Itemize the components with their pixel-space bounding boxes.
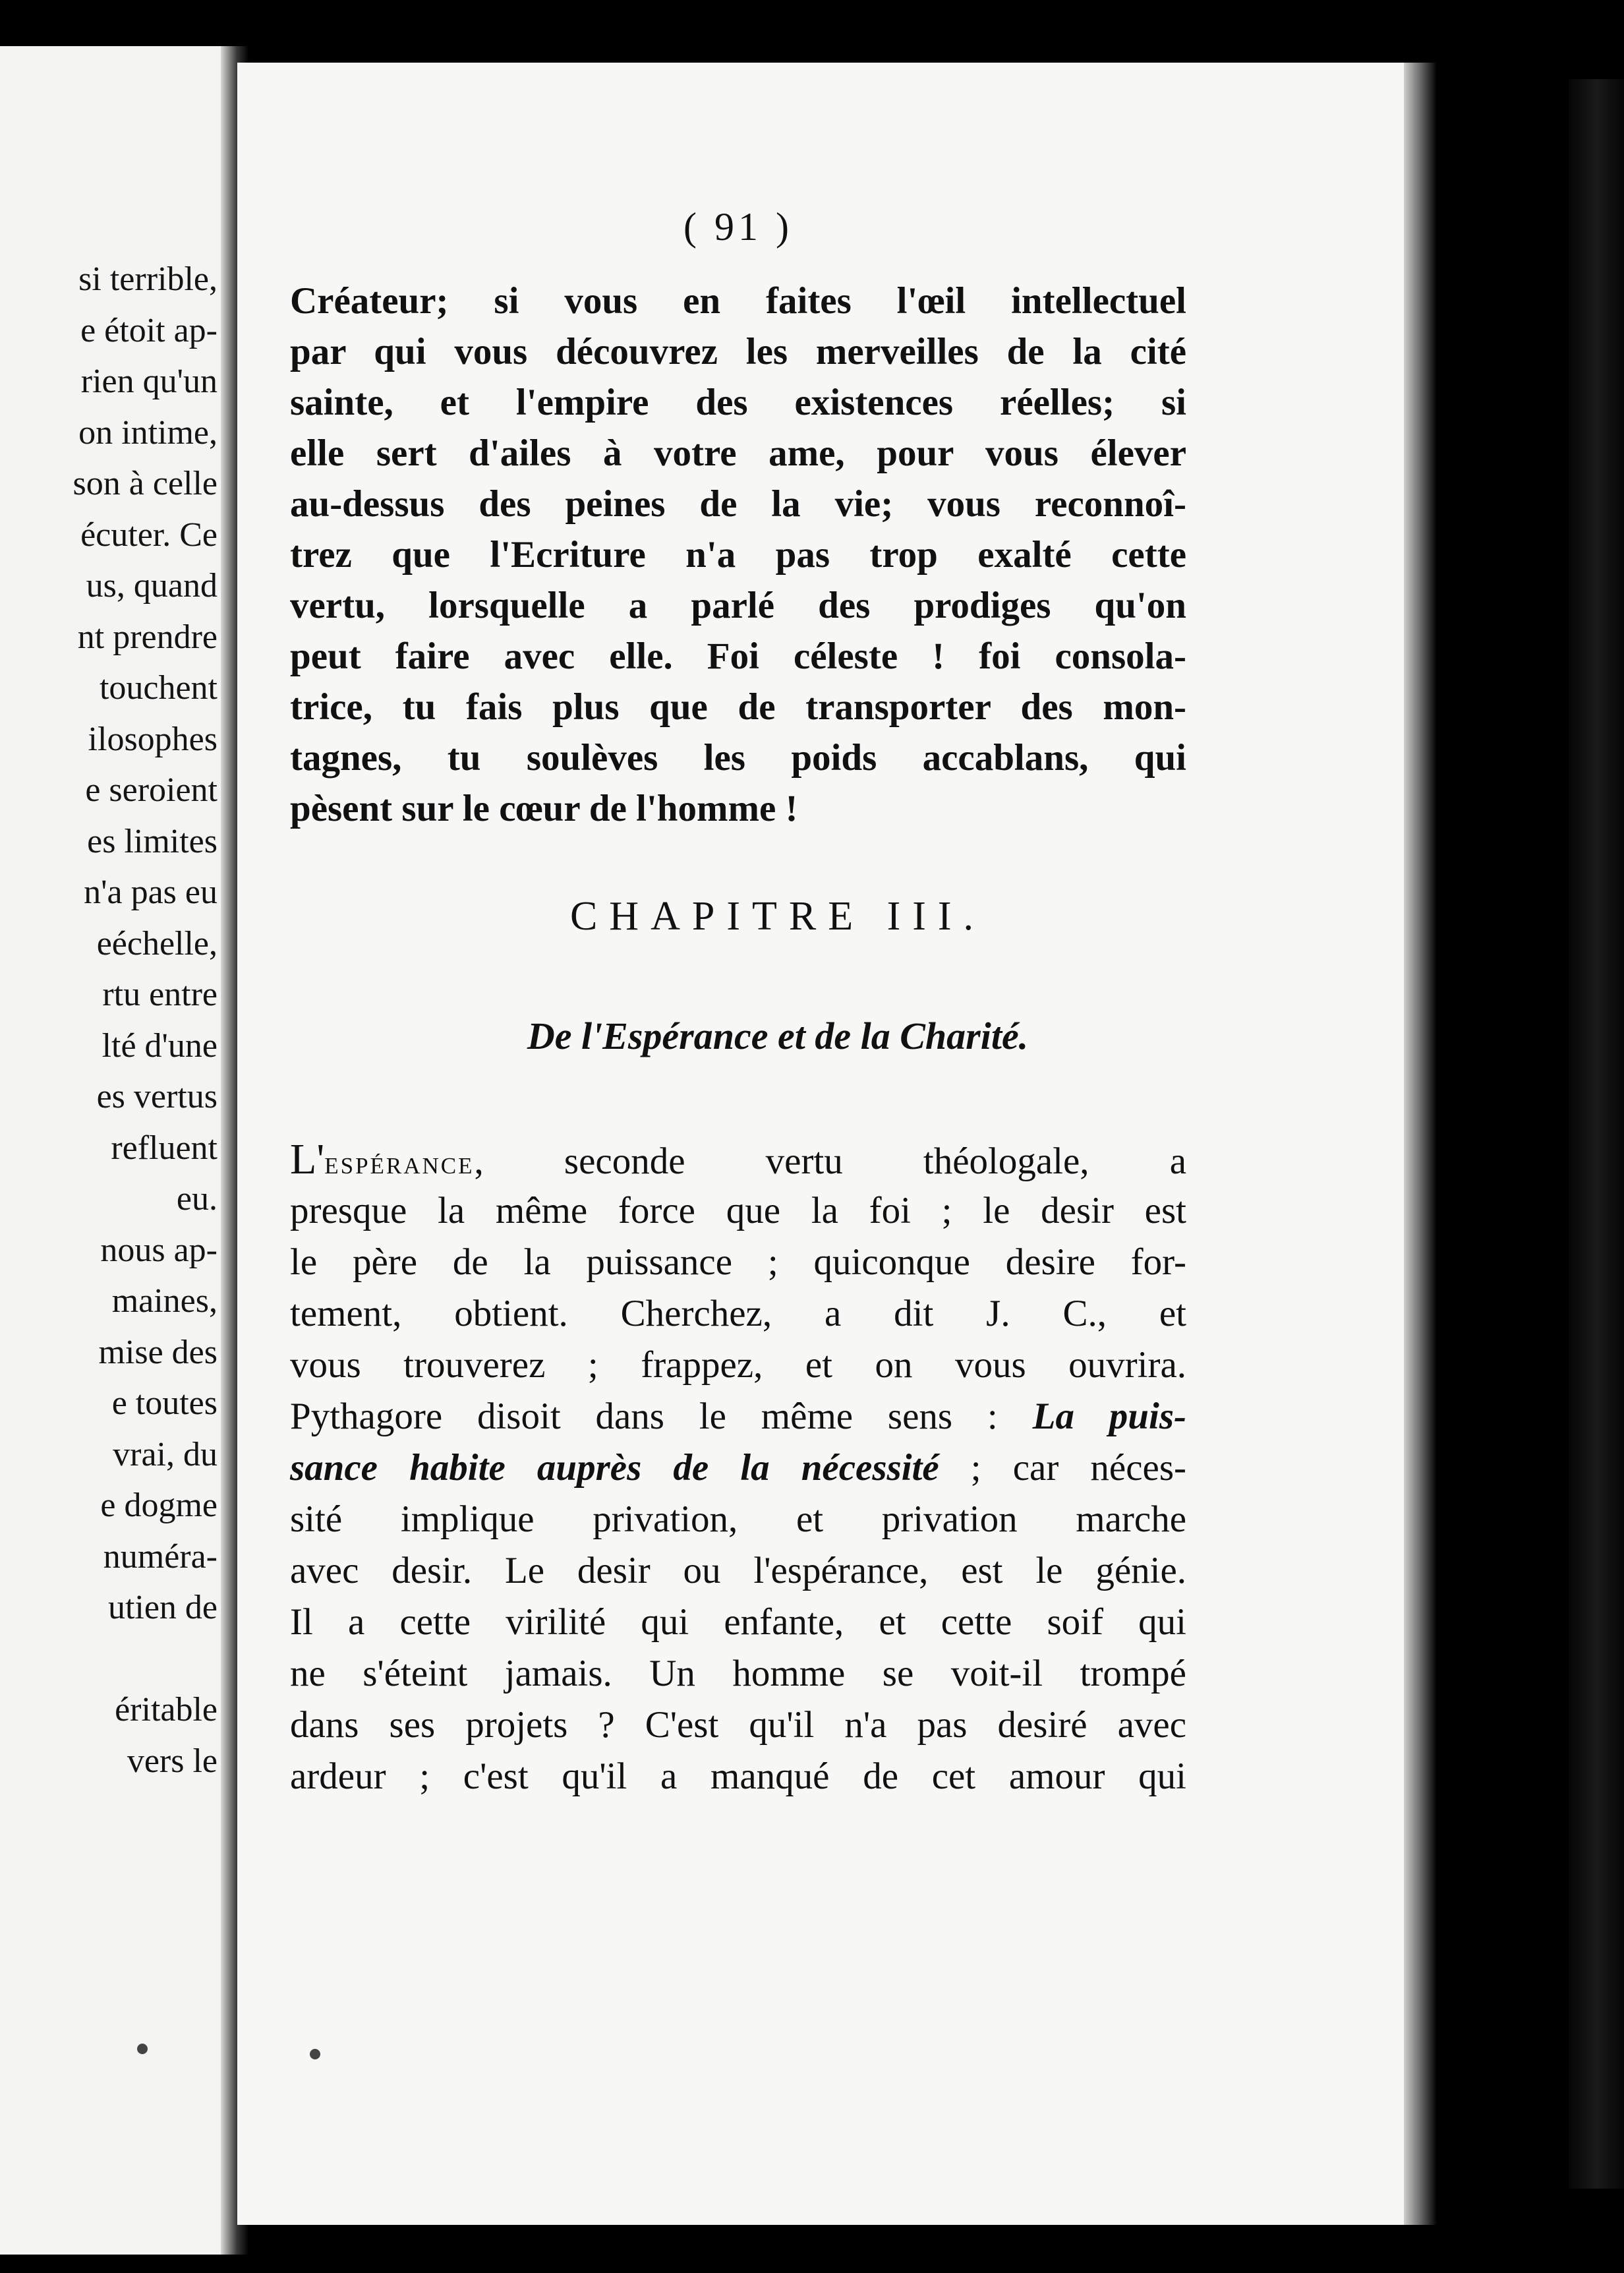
text-line: trez que l'Ecriture n'a pas trop exalté cette bbox=[290, 534, 1186, 576]
left-page-line: écuter. Ce bbox=[80, 516, 218, 554]
left-page-line: vers le bbox=[127, 1742, 218, 1780]
text-line: presque la même force que la foi ; le desir est bbox=[290, 1190, 1186, 1231]
pythagore-prefix: Pythagore disoit dans le même sens : bbox=[290, 1396, 1033, 1437]
text-line: vous trouverez ; frappez, et on vous ouvrira. bbox=[290, 1344, 1186, 1386]
text-line: au-dessus des peines de la vie; vous reconnoî- bbox=[290, 483, 1186, 525]
first-line-rest: , seconde vertu théologale, a bbox=[474, 1140, 1186, 1182]
left-page-line: ilosophes bbox=[88, 720, 218, 758]
left-page-line: us, quand bbox=[86, 567, 218, 605]
pythagore-line bbox=[290, 1391, 1186, 1442]
text-line: sainte, et l'empire des existences réelles; si bbox=[290, 382, 1186, 423]
text-line: elle sert d'ailes à votre ame, pour vous élever bbox=[290, 432, 1186, 474]
left-page-line: e toutes bbox=[111, 1384, 218, 1422]
left-page-line: maines, bbox=[111, 1282, 218, 1320]
left-page-line: utien de bbox=[107, 1589, 218, 1626]
left-page-line: n'a pas eu bbox=[84, 873, 218, 911]
ink-speck bbox=[310, 2049, 320, 2059]
left-page-line: es vertus bbox=[96, 1078, 218, 1115]
right-page-edge-shadow bbox=[1404, 63, 1437, 2225]
text-line: tement, obtient. Cherchez, a dit J. C., et bbox=[290, 1293, 1186, 1334]
text-line: avec desir. Le desir ou l'espérance, est le génie. bbox=[290, 1550, 1186, 1591]
left-page-line: eu. bbox=[176, 1180, 218, 1218]
page-number: ( 91 ) bbox=[683, 205, 793, 249]
paragraph-first-line bbox=[290, 1134, 1186, 1188]
ink-speck bbox=[137, 2044, 148, 2054]
left-page-line: mise des bbox=[98, 1333, 218, 1371]
left-page-line: eéchelle, bbox=[96, 924, 218, 962]
lead-smallcaps: espérance bbox=[324, 1144, 475, 1181]
text-line: dans ses projets ? C'est qu'il n'a pas desiré avec bbox=[290, 1704, 1186, 1746]
text-line: vertu, lorsquelle a parlé des prodiges qu'on bbox=[290, 585, 1186, 626]
left-page-line: touchent bbox=[99, 669, 218, 707]
pythagore-quote-end: sance habite auprès de la nécessité bbox=[290, 1447, 939, 1489]
text-line: le père de la puissance ; quiconque desire for- bbox=[290, 1241, 1186, 1283]
left-page-line: vrai, du bbox=[113, 1435, 218, 1473]
left-page-line: éritable bbox=[115, 1691, 218, 1728]
left-page-line: lté d'une bbox=[102, 1026, 218, 1065]
pythagore-quote-start: La puis- bbox=[1032, 1396, 1186, 1437]
lead-capital: L' bbox=[290, 1135, 325, 1183]
chapter-subtitle: De l'Espérance et de la Charité. bbox=[527, 1015, 1029, 1057]
chapter-heading: CHAPITRE III. bbox=[569, 894, 986, 939]
text-line: par qui vous découvrez les merveilles de la cité bbox=[290, 331, 1186, 372]
left-page-line: si terrible, bbox=[78, 260, 218, 298]
left-page-line: nt prendre bbox=[77, 618, 218, 656]
left-page-line: es limites bbox=[87, 822, 218, 860]
sance-line bbox=[290, 1442, 1186, 1494]
left-page-line: rien qu'un bbox=[80, 363, 218, 400]
left-page-line: rtu entre bbox=[102, 976, 218, 1013]
left-page-line: e seroient bbox=[85, 771, 218, 809]
text-line: peut faire avec elle. Foi céleste ! foi consola- bbox=[290, 635, 1186, 677]
left-page-line: nous ap- bbox=[100, 1231, 218, 1269]
text-line: trice, tu fais plus que de transporter des mon- bbox=[290, 686, 1186, 728]
scan-border-strip bbox=[1569, 79, 1624, 2189]
text-line: Créateur; si vous en faites l'œil intellectuel bbox=[290, 280, 1186, 322]
left-page-line: on intime, bbox=[78, 413, 218, 452]
text-line: ardeur ; c'est qu'il a manqué de cet amour qui bbox=[290, 1756, 1186, 1797]
text-line: tagnes, tu soulèves les poids accablans, qui bbox=[290, 737, 1186, 779]
left-page-line: e dogme bbox=[100, 1487, 218, 1524]
text-line: pèsent sur le cœur de l'homme ! bbox=[290, 788, 798, 829]
text-line: sité implique privation, et privation marche bbox=[290, 1498, 1186, 1540]
sance-rest: ; car néces- bbox=[939, 1447, 1186, 1489]
text-line: Il a cette virilité qui enfante, et cette soif qui bbox=[290, 1601, 1186, 1643]
left-page-line: refluent bbox=[111, 1129, 218, 1167]
left-page-line: e étoit ap- bbox=[80, 311, 218, 349]
left-page-line: son à celle bbox=[72, 465, 218, 502]
text-line: ne s'éteint jamais. Un homme se voit-il trompé bbox=[290, 1653, 1186, 1694]
left-page-line: numéra- bbox=[103, 1537, 218, 1576]
